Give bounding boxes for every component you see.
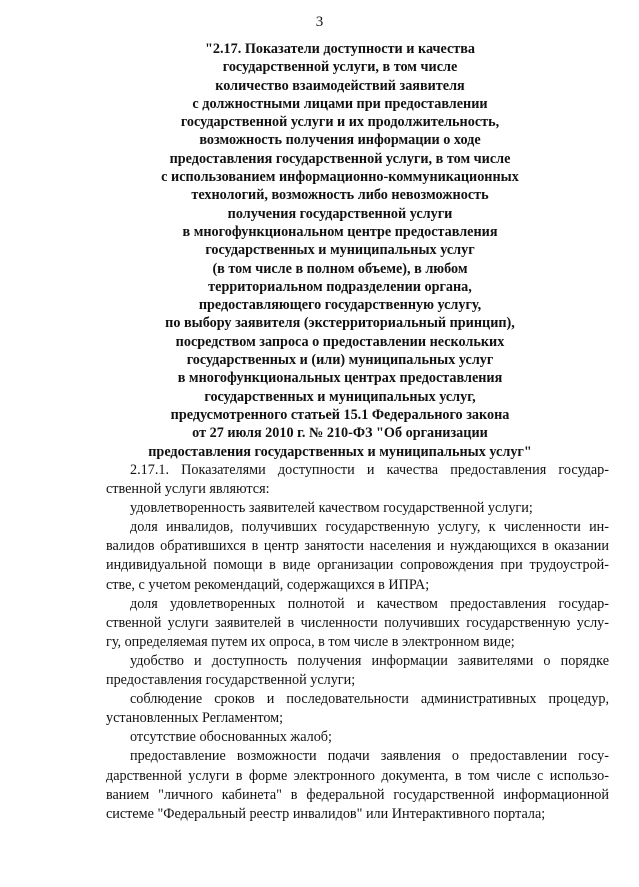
- body-line: предоставление возможности подачи заявления о предоставлении госу-: [130, 748, 609, 765]
- body-line: 2.17.1. Показателями доступности и качества предоставления государ-: [130, 462, 609, 478]
- body-line: стве, с учетом рекомендаций, содержащихся в ИПРА;: [106, 576, 430, 593]
- body-line: ственной услуги заявителей в численности получивших государственную услу-: [106, 614, 609, 631]
- body-line: установленных Регламентом;: [106, 710, 284, 727]
- heading-line: территориальном подразделении органа,: [208, 278, 472, 295]
- heading-line: государственных и муниципальных услуг,: [204, 388, 476, 405]
- heading-line: государственных и (или) муниципальных услуг: [186, 352, 494, 369]
- heading-line: технологий, возможность либо невозможность: [191, 187, 489, 204]
- heading-line: предоставления государственной услуги, в том числе: [169, 150, 511, 167]
- heading-line: государственной услуги и их продолжительность,: [180, 114, 500, 131]
- heading-line: с должностными лицами при предоставлении: [192, 95, 488, 112]
- heading-line: "2.17. Показатели доступности и качества: [205, 41, 475, 57]
- body-line: ванием "личного кабинета" в федеральной государственной информационной: [106, 786, 609, 803]
- heading-line: с использованием информационно-коммуникационных: [161, 169, 519, 186]
- heading-line: государственных и муниципальных услуг: [205, 242, 475, 259]
- heading-line: посредством запроса о предоставлении нескольких: [175, 333, 505, 350]
- heading-line: (в том числе в полном объеме), в любом: [212, 260, 468, 277]
- body-line: ственной услуги являются:: [106, 481, 270, 498]
- body-line: удовлетворенность заявителей качеством государственной услуги;: [130, 500, 533, 517]
- heading-line: получения государственной услуги: [227, 205, 453, 222]
- section-heading: [110, 40, 570, 461]
- heading-line: от 27 июля 2010 г. № 210-ФЗ "Об организации: [192, 425, 488, 442]
- body-line: предоставления государственной услуги;: [106, 672, 356, 689]
- body-line: системе "Федеральный реестр инвалидов" или Интерактивного портала;: [106, 805, 546, 822]
- heading-line: в многофункциональном центре предоставления: [182, 223, 498, 240]
- heading-line: предусмотренного статьей 15.1 Федерального закона: [170, 406, 510, 423]
- heading-line: возможность получения информации о ходе: [199, 132, 481, 149]
- body-line: гу, определяемая путем их опроса, в том числе в электронном виде;: [106, 633, 515, 650]
- page-number: 3: [315, 14, 324, 30]
- heading-line: предоставляющего государственную услугу,: [198, 297, 482, 314]
- body-text: [106, 461, 609, 824]
- body-line: соблюдение сроков и последовательности административных процедур,: [130, 691, 609, 708]
- body-line: валидов обратившихся в центр занятости населения и нуждающихся в оказании: [106, 538, 609, 555]
- body-line: индивидуальной помощи в виде организации сопровождения при трудоустрой-: [106, 557, 609, 574]
- heading-line: количество взаимодействий заявителя: [215, 77, 465, 94]
- body-line: дарственной услуги в форме электронного документа, в том числе с использо-: [106, 767, 609, 784]
- body-line: удобство и доступность получения информации заявителями о порядке: [130, 652, 609, 669]
- body-line: доля удовлетворенных полнотой и качеством предоставления государ-: [130, 595, 609, 612]
- body-line: доля инвалидов, получивших государственную услугу, к численности ин-: [130, 519, 609, 536]
- body-line: отсутствие обоснованных жалоб;: [130, 729, 332, 746]
- heading-line: предоставления государственных и муниципальных услуг": [148, 443, 532, 460]
- heading-line: в многофункциональных центрах предоставления: [177, 370, 503, 387]
- heading-line: по выбору заявителя (экстерриториальный принцип),: [165, 315, 515, 332]
- heading-line: государственной услуги, в том числе: [222, 59, 458, 76]
